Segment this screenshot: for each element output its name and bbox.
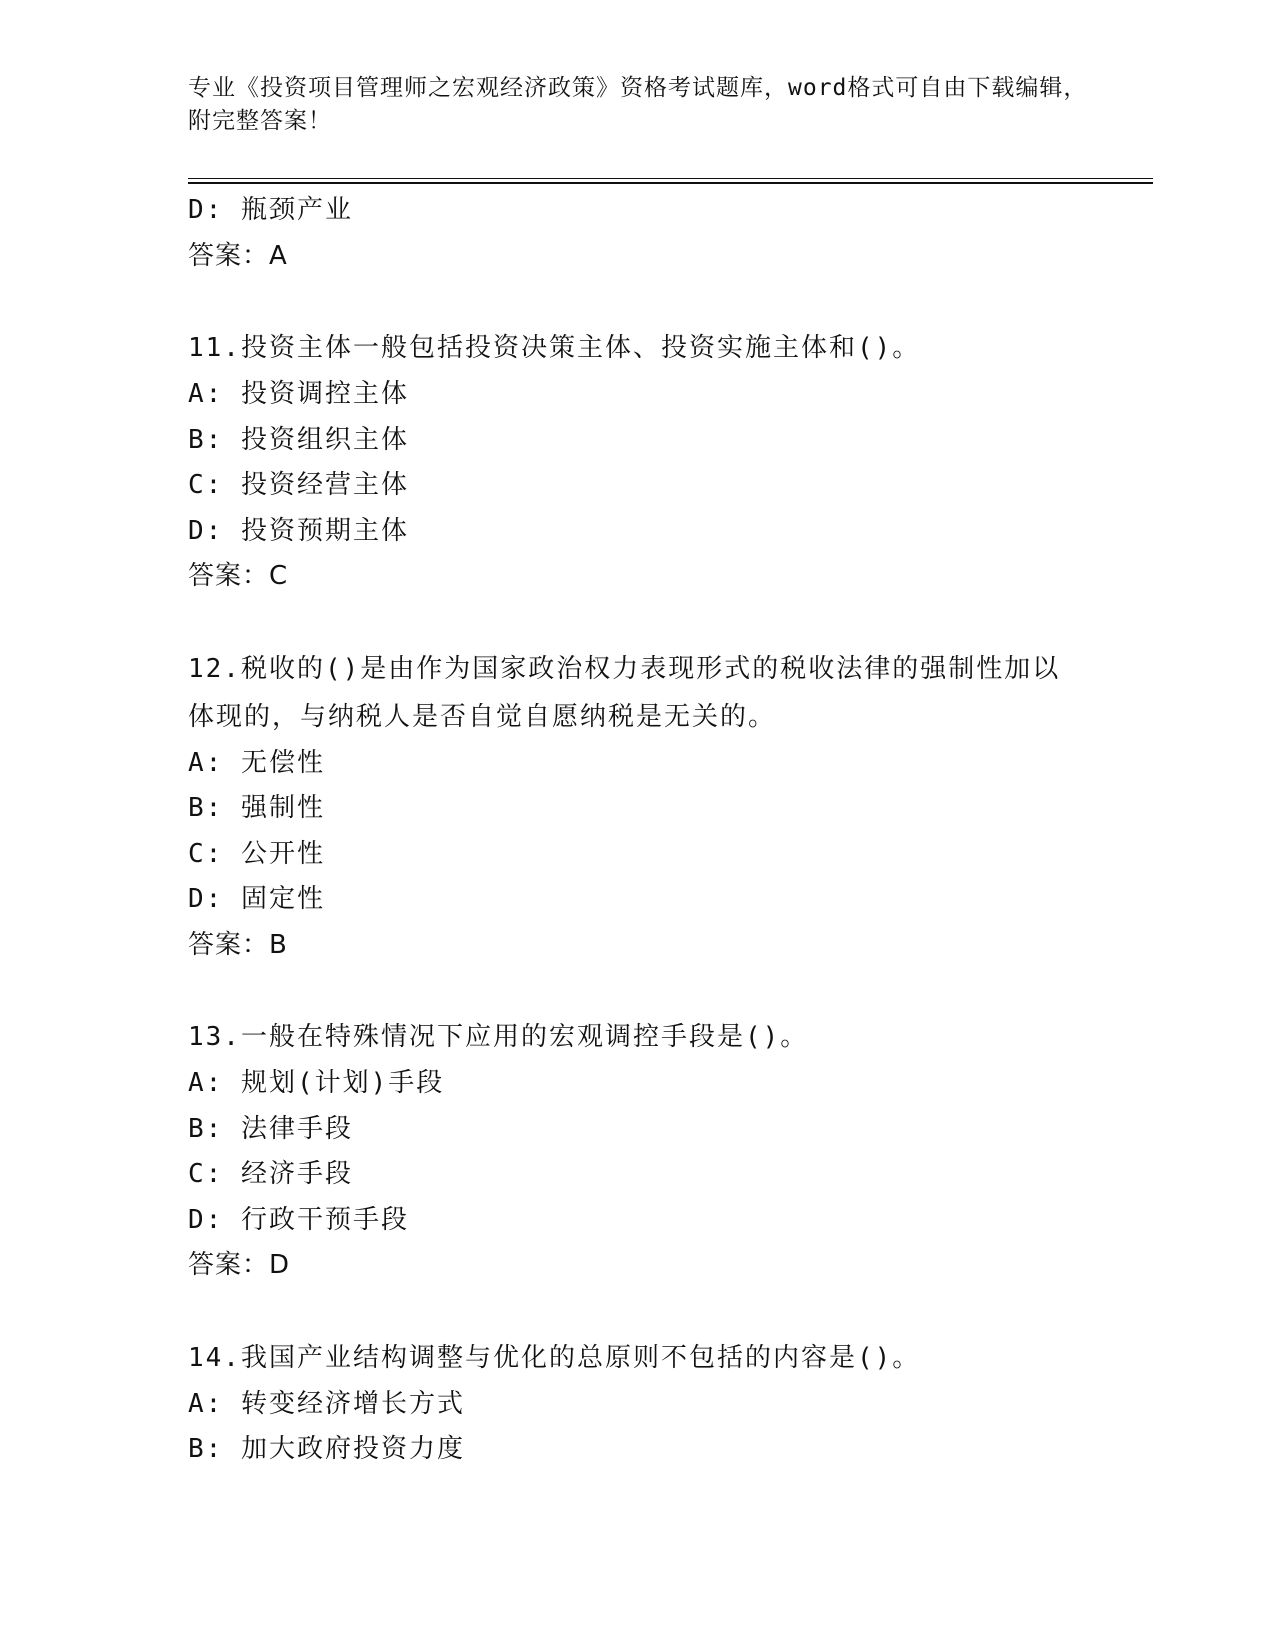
answer: 答案：B (188, 929, 288, 960)
header-divider-thick (188, 182, 1153, 184)
answer: 答案：A (188, 240, 288, 271)
question-content (188, 188, 1088, 1473)
document-header: 专业《投资项目管理师之宏观经济政策》资格考试题库，word格式可自由下载编辑，附完整答案！ (188, 75, 1088, 134)
answer: 答案：D (188, 1250, 291, 1280)
question-stem: 12.税收的()是由作为国家政治权力表现形式的税收法律的强制性加以体现的，与纳税人是否自觉自愿纳税是无关的。 (188, 653, 1061, 732)
option-d: D: 固定性 (188, 884, 325, 914)
question-12 (188, 645, 1088, 969)
option-d: D: 瓶颈产业 (188, 195, 353, 225)
question-stem: 11.投资主体一般包括投资决策主体、投资实施主体和()。 (188, 333, 921, 363)
option-c: C: 公开性 (188, 838, 325, 869)
option-a: A: 转变经济增长方式 (188, 1388, 465, 1419)
option-c: C: 投资经营主体 (188, 470, 409, 500)
option-a: A: 无偿性 (188, 747, 325, 778)
question-stem: 13.一般在特殊情况下应用的宏观调控手段是()。 (188, 1022, 809, 1052)
option-d: D: 行政干预手段 (188, 1204, 409, 1235)
header-divider-thin (188, 178, 1153, 179)
option-d: D: 投资预期主体 (188, 515, 409, 546)
question-10-tail (188, 188, 1088, 279)
answer: 答案：C (188, 561, 289, 591)
option-b: B: 法律手段 (188, 1113, 353, 1144)
option-a: A: 规划(计划)手段 (188, 1068, 445, 1098)
option-a: A: 投资调控主体 (188, 379, 409, 409)
option-b: B: 加大政府投资力度 (188, 1434, 465, 1464)
question-11 (188, 324, 1088, 600)
option-b: B: 投资组织主体 (188, 424, 409, 455)
question-13 (188, 1013, 1088, 1289)
question-14 (188, 1334, 1088, 1473)
question-stem: 14.我国产业结构调整与优化的总原则不包括的内容是()。 (188, 1342, 921, 1373)
option-b: B: 强制性 (188, 793, 325, 823)
option-c: C: 经济手段 (188, 1159, 353, 1189)
